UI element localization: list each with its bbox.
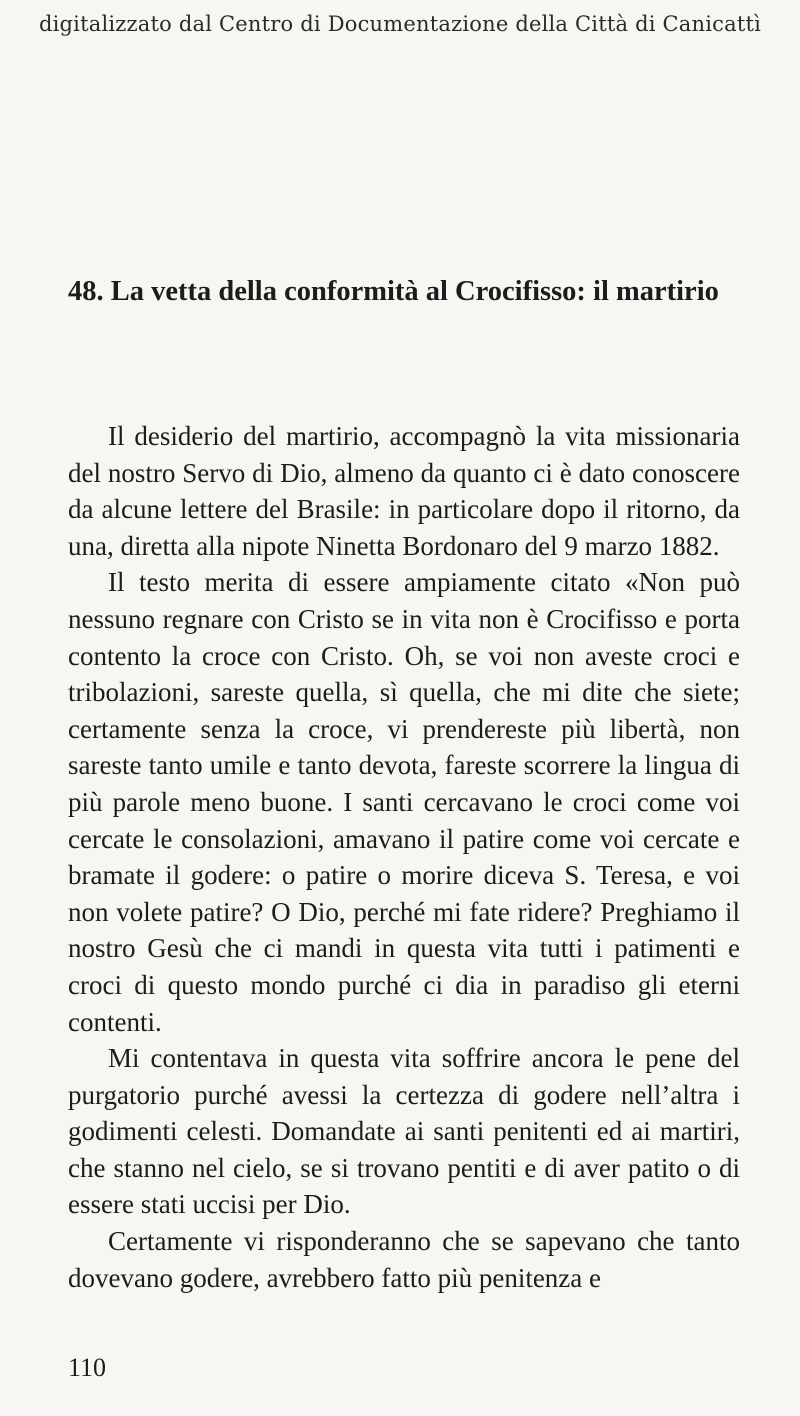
paragraph: Mi contentava in questa vita soffrire ancora le pene del purgatorio purché avessi la certezza di godere nell’altra i godimenti celesti. Domandate ai santi penitenti ed ai martiri, che stanno nel cielo, se si trovano pentiti e di aver patito o di essere stati uccisi per Dio. — [68, 1043, 740, 1220]
chapter-title: 48. La vetta della conformità al Crocifisso: il martirio — [68, 276, 719, 307]
paragraph: Certamente vi risponderanno che se sapevano che tanto dovevano godere, avrebbero fatto più penitenza e — [68, 1226, 740, 1293]
page-number: 110 — [68, 1353, 107, 1382]
paragraph: Il testo merita di essere ampiamente citato «Non può nessuno regnare con Cristo se in vita non è Crocifisso e porta contento la croce con Cristo. Oh, se voi non aveste croci e tribolazioni, sareste quella, sì quella, che mi dite che siete; certamente senza la croce, vi prendereste più libertà, non sareste tanto umile e tanto devota, fareste scorrere la lingua di più parole meno buone. I santi cercavano le croci come voi cercate le consolazioni, amavano il patire come voi cercate e bramate il godere: o patire o morire diceva S. Teresa, e voi non volete patire? O Dio, perché mi fate ridere? Preghiamo il nostro Gesù che ci mandi in questa vita tutti i patimenti e croci di questo mondo purché ci dia in paradiso gli eterni contenti. — [68, 567, 740, 1037]
paragraph: Il desiderio del martirio, accompagnò la vita missionaria del nostro Servo di Dio, almeno da quanto ci è dato conoscere da alcune lettere del Brasile: in particolare dopo il ritorno, da una, diretta alla nipote Ninetta Bordonaro del 9 marzo 1882. — [68, 421, 740, 561]
digitization-watermark: digitalizzato dal Centro di Documentazione della Città di Canicattì — [38, 12, 762, 36]
body-text — [68, 418, 740, 1296]
